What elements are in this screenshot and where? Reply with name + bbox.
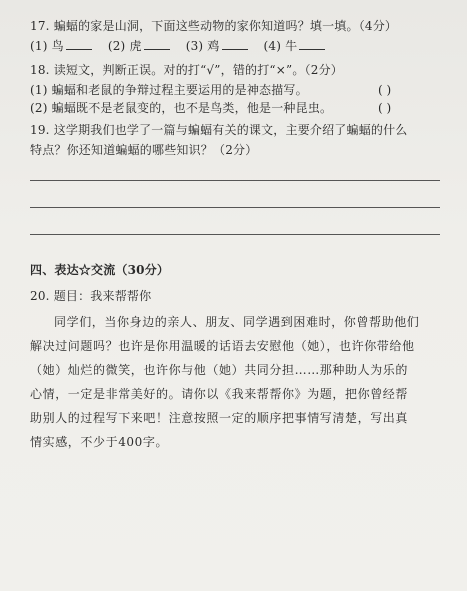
q18-title: 18. 读短文，判断正误。对的打“√”，错的打“×”。（2分） [30,63,343,77]
q20-body: 同学们，当你身边的亲人、朋友、同学遇到困难时，你曾帮助他们解决过问题吗？也许是你用温暖的话语去安慰他（她），也许你带给他（她）灿烂的微笑，也许你与他（她）共同分担……那种助人为乐的心情，一定是非常美好的。请你以《我来帮帮你》为题，把你曾经帮助别人的过程写下来吧！注意按照一定的顺序把事情写清楚，写出真情实感，不少于400字。 [30,315,420,449]
q17-title: 17. 蝙蝠的家是山洞，下面这些动物的家你知道吗？填一填。（4分） [30,19,398,33]
q18-statement-1: (1) 蝙蝠和老鼠的争辩过程主要运用的是神态描写。 [30,83,308,97]
q19-answer-line-1[interactable] [30,180,440,181]
q17-item-1: (1) 鸟 [30,39,64,53]
q17-item-4: (4) 牛 [263,39,298,53]
q18-answer-2[interactable]: ( ) [378,101,392,115]
q19-line-2: 特点？你还知道蝙蝠的哪些知识？（2分） [30,143,258,157]
q19-answer-line-3[interactable] [30,234,440,235]
q17-items [30,38,327,54]
q20-title: 20. 题目：我来帮帮你 [30,289,152,303]
q17-blank-3[interactable] [222,38,248,50]
q19-answer-line-2[interactable] [30,207,440,208]
q17-blank-4[interactable] [299,38,325,50]
q17-item-3: (3) 鸡 [185,39,220,53]
q17-blank-1[interactable] [66,38,92,50]
q19-line-1: 19. 这学期我们也学了一篇与蝙蝠有关的课文，主要介绍了蝙蝠的什么 [30,123,408,137]
q17-item-2: (2) 虎 [107,39,142,53]
q18-answer-1[interactable]: ( ) [378,83,392,97]
q17-blank-2[interactable] [144,38,170,50]
section-4-heading: 四、表达☆交流（30分） [30,263,170,277]
q18-statement-2: (2) 蝙蝠既不是老鼠变的，也不是鸟类，他是一种昆虫。 [30,101,333,115]
